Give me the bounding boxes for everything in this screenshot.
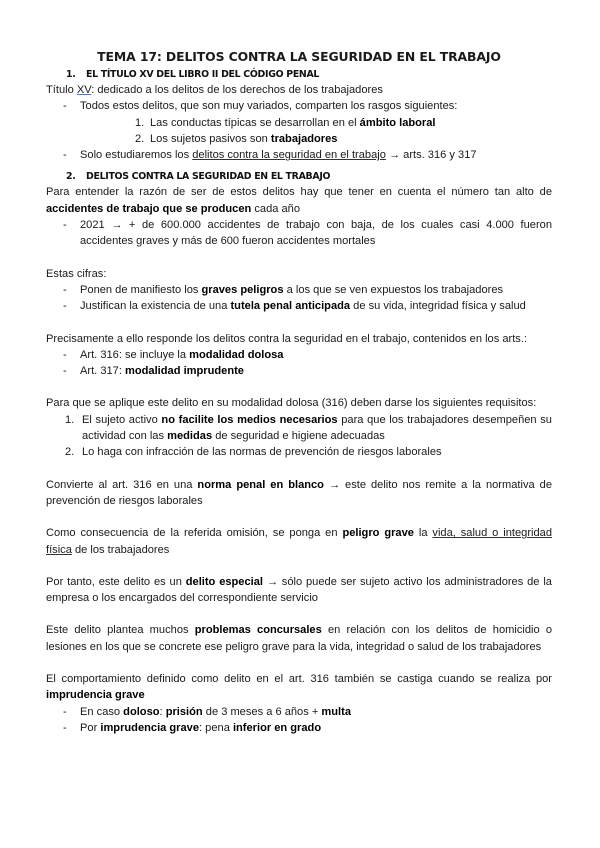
paragraph-accidents: Para entender la razón de ser de estos delitos hay que tener en cuenta el número tan alto de accidentes de trabajo que se producen cada año (46, 186, 552, 215)
list-item: 2. Los sujetos pasivos son trabajadores (135, 132, 338, 145)
accidents-list (46, 217, 552, 250)
section-1-number: 1. (66, 69, 76, 80)
section-1-list (46, 98, 552, 163)
section-2-title: DELITOS CONTRA LA SEGURIDAD EN EL TRABAJO (86, 171, 331, 183)
arts-list (46, 347, 552, 380)
list-item: - En caso doloso: prisión de 3 meses a 6 años + multa (46, 704, 552, 720)
section-1-title: EL TÍTULO XV DEL LIBRO II DEL CÓDIGO PENAL (86, 69, 320, 80)
section-1-heading (66, 68, 552, 82)
paragraph-arts: Precisamente a ello responde los delitos contra la seguridad en el trabajo, contenidos en los arts.: (46, 332, 528, 345)
xv-underlined: XV (76, 84, 92, 96)
list-item: - 2021 → + de 600.000 accidentes de trabajo con baja, de los cuales casi 4.000 fueron accidentes graves y más de 600 fueron accidentes mortales (46, 217, 552, 250)
cifras-list (46, 282, 552, 315)
paragraph-delito-especial: Por tanto, este delito es un delito especial → sólo puede ser sujeto activo los administradores de la empresa o los encargados del correspondiente servicio (46, 575, 552, 605)
paragraph-peligro: Como consecuencia de la referida omisión, se ponga en peligro grave la vida, salud o integridad física de los trabajadores (46, 527, 552, 556)
penas-list (46, 704, 552, 737)
list-item: 1. Las conductas típicas se desarrollan en el ámbito laboral (135, 116, 436, 129)
list-item: - Art. 316: se incluye la modalidad dolosa (46, 347, 552, 363)
list-item: 1. El sujeto activo no facilite los medios necesarios para que los trabajadores desempeñen su actividad con las medidas de seguridad e higiene adecuadas (65, 413, 552, 443)
paragraph-norma-blanco: Convierte al art. 316 en una norma penal en blanco → este delito nos remite a la normativa de prevención de riesgos laborales (46, 478, 552, 507)
requisitos-list (46, 412, 552, 461)
section-1-intro: Título XV: dedicado a los delitos de los derechos de los trabajadores (46, 84, 383, 96)
list-item: - Solo estudiaremos los delitos contra la seguridad en el trabajo → arts. 316 y 317 (46, 147, 552, 163)
list-item: - Ponen de manifiesto los graves peligros a los que se ven expuestos los trabajadores (46, 282, 552, 298)
list-item: 2. Lo haga con infracción de las normas de prevención de riesgos laborales (65, 446, 442, 459)
section-2-number: 2. (66, 171, 76, 183)
list-item: - Justifican la existencia de una tutela penal anticipada de su vida, integridad física y salud (46, 298, 552, 314)
section-2-heading (66, 170, 552, 184)
paragraph-requisitos: Para que se aplique este delito en su modalidad dolosa (316) deben darse los siguientes requisitos: (46, 397, 537, 410)
document-title: TEMA 17: DELITOS CONTRA LA SEGURIDAD EN EL TRABAJO (97, 49, 501, 64)
paragraph-cifras: Estas cifras: (46, 267, 107, 280)
paragraph-concursales: Este delito plantea muchos problemas concursales en relación con los delitos de homicidio o lesiones en los que se concrete ese peligro grave para la vida, integridad o salud de los trabajadores (46, 624, 553, 653)
list-item: - Todos estos delitos, que son muy variados, comparten los rasgos siguientes: 1. Las conductas típicas se desarrollan en el ámbito laboral 2. Los sujetos pasivos son trabajadores (46, 98, 552, 147)
list-item: - Por imprudencia grave: pena inferior en grado (46, 720, 552, 736)
paragraph-imprudencia: El comportamiento definido como delito en el art. 316 también se castiga cuando se realiza por imprudencia grave (46, 673, 552, 702)
traits-list (80, 115, 552, 148)
list-item: - Art. 317: modalidad imprudente (46, 363, 552, 379)
